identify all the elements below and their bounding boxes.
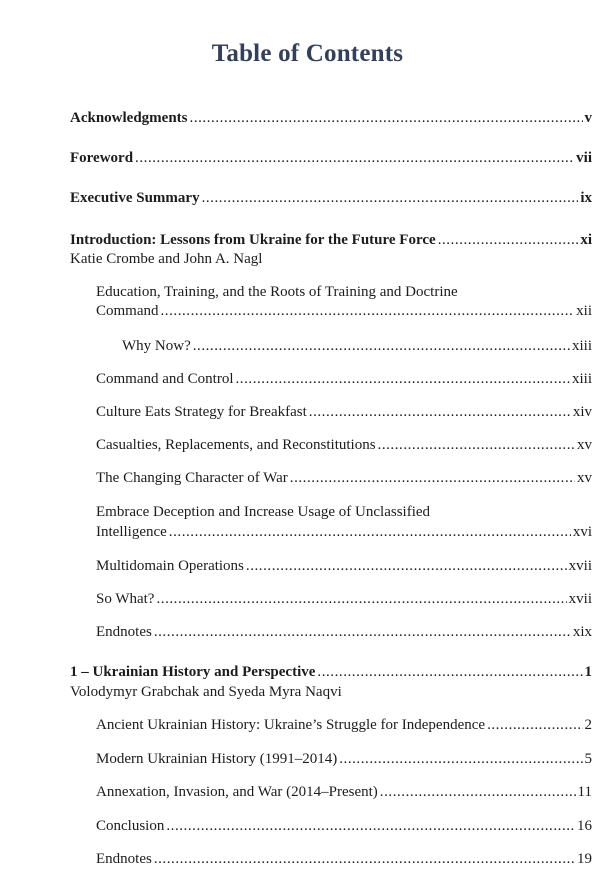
toc-entry-casualties[interactable]	[96, 435, 592, 455]
toc-entry-label: So What?	[96, 591, 155, 607]
toc-page-number: xv	[577, 437, 592, 453]
toc-entry-deception[interactable]	[96, 522, 592, 542]
toc-entry-so-what[interactable]	[96, 589, 592, 609]
toc-entry-executive-summary[interactable]	[70, 188, 592, 208]
toc-page-number: 5	[584, 751, 592, 767]
toc-page-number: xvii	[568, 591, 592, 607]
toc-entry-label: Casualties, Replacements, and Reconstitutions	[96, 437, 376, 453]
toc-page-number: 1	[584, 664, 592, 680]
dot-leader	[135, 148, 574, 168]
toc-page-number: xix	[572, 624, 592, 640]
toc-page-number: xvii	[568, 558, 592, 574]
toc-page-number: v	[584, 110, 592, 126]
dot-leader	[236, 369, 570, 389]
toc-page-number: xvi	[572, 524, 592, 540]
toc-entry-label: Command	[96, 303, 159, 319]
dot-leader	[166, 816, 575, 836]
toc-entry-introduction[interactable]	[70, 230, 592, 250]
toc-entry-label: Intelligence	[96, 524, 167, 540]
toc-entry-education[interactable]	[96, 301, 592, 321]
toc-entry-label: Ancient Ukrainian History: Ukraine’s Struggle for Independence	[96, 717, 486, 733]
dot-leader	[378, 435, 575, 455]
dot-leader	[290, 468, 575, 488]
page-title: Table of Contents	[211, 40, 404, 67]
toc-entry-command-control[interactable]	[96, 369, 592, 389]
dot-leader	[317, 662, 582, 682]
toc-page-number: 11	[577, 784, 592, 800]
toc-entry-label: Executive Summary	[70, 190, 200, 206]
toc-entry-label: Command and Control	[96, 371, 234, 387]
dot-leader	[154, 622, 571, 642]
toc-entry-label: 1 – Ukrainian History and Perspective	[70, 664, 316, 680]
toc-entry-conclusion[interactable]	[96, 816, 592, 836]
toc-page-number: xiii	[571, 371, 592, 387]
toc-entry-chapter-1[interactable]	[70, 662, 592, 682]
toc-entry-ancient-history[interactable]	[96, 715, 592, 735]
dot-leader	[156, 589, 566, 609]
toc-page-number: 19	[577, 851, 592, 867]
toc-entry-acknowledgments[interactable]	[70, 108, 592, 128]
toc-page-number: xv	[577, 470, 592, 486]
toc-entry-label: Why Now?	[122, 338, 191, 354]
toc-page-number: xiii	[571, 338, 592, 354]
toc-entry-label: The Changing Character of War	[96, 470, 288, 486]
dot-leader	[309, 402, 571, 422]
dot-leader	[438, 230, 579, 250]
toc-entry-label: Conclusion	[96, 818, 165, 834]
toc-entry-label: Introduction: Lessons from Ukraine for the Future Force	[70, 232, 436, 248]
toc-entry-education-line1[interactable]: Education, Training, and the Roots of Training and Doctrine	[96, 284, 458, 300]
toc-entry-multidomain[interactable]	[96, 556, 592, 576]
toc-entry-label: Endnotes	[96, 624, 152, 640]
toc-entry-label: Culture Eats Strategy for Breakfast	[96, 404, 307, 420]
toc-entry-modern-history[interactable]	[96, 749, 592, 769]
dot-leader	[154, 849, 575, 869]
toc-page-number: 2	[584, 717, 592, 733]
dot-leader	[193, 336, 570, 356]
toc-page-number: xi	[580, 232, 592, 248]
toc-authors-introduction: Katie Crombe and John A. Nagl	[70, 251, 263, 267]
toc-entry-why-now[interactable]	[122, 336, 592, 356]
toc-entry-label: Modern Ukrainian History (1991–2014)	[96, 751, 338, 767]
dot-leader	[487, 715, 582, 735]
toc-entry-label: Annexation, Invasion, and War (2014–Present)	[96, 784, 378, 800]
toc-authors-chapter-1: Volodymyr Grabchak and Syeda Myra Naqvi	[70, 684, 342, 700]
toc-entry-label: Acknowledgments	[70, 110, 188, 126]
toc-page-number: 16	[577, 818, 592, 834]
dot-leader	[190, 108, 583, 128]
toc-entry-changing-character[interactable]	[96, 468, 592, 488]
toc-entry-endnotes-intro[interactable]	[96, 622, 592, 642]
dot-leader	[246, 556, 567, 576]
toc-page-number: xiv	[572, 404, 592, 420]
dot-leader	[339, 749, 582, 769]
toc-page-number: xii	[576, 303, 592, 319]
toc-entry-label: Multidomain Operations	[96, 558, 244, 574]
dot-leader	[202, 188, 579, 208]
toc-entry-culture[interactable]	[96, 402, 592, 422]
dot-leader	[380, 782, 576, 802]
toc-entry-endnotes-ch1[interactable]	[96, 849, 592, 869]
dot-leader	[169, 522, 571, 542]
toc-page-number: ix	[580, 190, 592, 206]
toc-entry-deception-line1[interactable]: Embrace Deception and Increase Usage of Unclassified	[96, 504, 431, 520]
toc-entry-foreword[interactable]	[70, 148, 592, 168]
dot-leader	[161, 301, 575, 321]
toc-entry-annexation[interactable]	[96, 782, 592, 802]
toc-entry-label: Endnotes	[96, 851, 152, 867]
toc-entry-label: Foreword	[70, 150, 134, 166]
toc-page-number: vii	[576, 150, 592, 166]
